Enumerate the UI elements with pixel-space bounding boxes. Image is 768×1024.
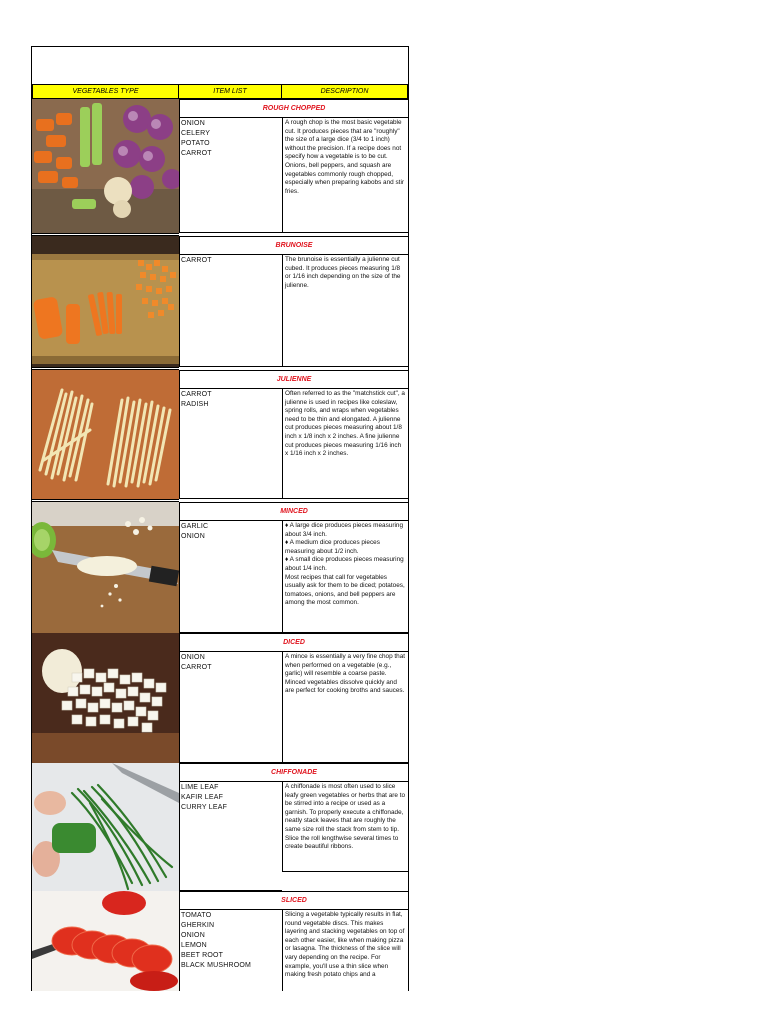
header-vegetables-type: VEGETABLES TYPE [32, 84, 179, 99]
item: CURRY LEAF [181, 804, 228, 811]
category-title: JULIENNE [179, 370, 408, 389]
section-diced [32, 633, 408, 763]
description-cell: A chiffonade is most often used to slice leafy green vegetables or herbs that are to be stirred into a recipe or used as a garnish. To properly execute a chiffonade, neatly stack leaves that are roughly the same size roll the stack from stem to tip. Slice the roll lengthwise several times to create beautiful ribbons. [282, 782, 408, 872]
item: ONION [181, 120, 205, 127]
item: CELERY [181, 130, 211, 137]
item: ONION [181, 932, 205, 939]
brunoise-carrot-photo [32, 236, 179, 367]
category-title: SLICED [179, 891, 408, 910]
section-brunoise [32, 236, 408, 367]
chiffonade-leaves-photo [32, 763, 179, 891]
category-title: CHIFFONADE [179, 763, 408, 782]
item-list-cell [179, 782, 282, 891]
item-list-cell [179, 118, 282, 233]
item: BLACK MUSHROOM [181, 962, 252, 969]
minced-garlic-photo [32, 502, 179, 633]
item: ONION [181, 654, 205, 661]
item: KAFIR LEAF [181, 794, 224, 801]
category-title: ROUGH CHOPPED [179, 99, 408, 118]
table-header-row [32, 84, 408, 99]
section-rough-chopped [32, 99, 408, 233]
section-julienne [32, 370, 408, 499]
description-cell: The brunoise is essentially a julienne cut cubed. It produces pieces measuring 1/8 or 1/16 inch depending on the size of the julienne. [282, 255, 408, 367]
description-cell: Often referred to as the "matchstick cut", a julienne is used in recipes like coleslaw, spring rolls, and wraps when vegetables need to be thin and elongated. A julienne cut produces pieces measuring about 1/8 inch x 1/8 inch x 2 inches. A fine julienne cut produces pieces measuring 1/16 inch x 1/16 inch x 2 inches. [282, 389, 408, 499]
item: RADISH [181, 401, 209, 408]
item: GARLIC [181, 523, 209, 530]
header-description: DESCRIPTION [282, 84, 408, 99]
item: LIME LEAF [181, 784, 219, 791]
rough-chopped-vegetables-photo [32, 99, 179, 233]
description-cell: ♦ A large dice produces pieces measuring about 3/4 inch. ♦ A medium dice produces pieces measuring about 1/2 inch. ♦ A small dice produces pieces measuring about 1/4 inch. Most recipes that call for vegetables usually ask for them to be diced; potatoes, tomatoes, onions, and bell peppers are among the most common. [282, 521, 408, 633]
diced-onion-photo [32, 633, 179, 763]
category-title: MINCED [179, 502, 408, 521]
category-title: DICED [179, 633, 408, 652]
item: CARROT [181, 664, 212, 671]
item: ONION [181, 533, 205, 540]
item-list-cell [179, 389, 282, 499]
description-cell: A mince is essentially a very fine chop that when performed on a vegetable (e.g., garlic) will resemble a coarse paste. Minced vegetables dissolve quickly and are perfect for cooking broths and sauces. [282, 652, 408, 763]
category-title: BRUNOISE [179, 236, 408, 255]
item-list-cell [179, 255, 282, 367]
item-list-cell [179, 521, 282, 633]
item: GHERKIN [181, 922, 215, 929]
sliced-tomato-photo [32, 891, 179, 991]
item: CARROT [181, 257, 212, 264]
description-cell: Slicing a vegetable typically results in flat, round vegetable discs. This makes layering and stacking vegetables on top of each other easier, like when making pizza or lasagna. The thickness of the slice will vary depending on the recipe. For example, you'll use a thin slice when making fresh potato chips and a [282, 910, 408, 991]
item: POTATO [181, 140, 210, 147]
item: CARROT [181, 391, 212, 398]
section-chiffonade [32, 763, 408, 891]
item-list-cell [179, 652, 282, 763]
section-sliced [32, 891, 408, 991]
item: LEMON [181, 942, 207, 949]
description-cell: A rough chop is the most basic vegetable cut. It produces pieces that are "roughly" the size of a large dice (3/4 to 1 inch) without the precision. If a recipe does not specify how a vegetable is to be cut. Onions, bell peppers, and squash are vegetables commonly rough chopped, especially when preparing kabobs and stir fries. [282, 118, 408, 233]
section-minced [32, 502, 408, 633]
julienne-photo [32, 370, 179, 499]
item: BEET ROOT [181, 952, 224, 959]
item: CARROT [181, 150, 212, 157]
vegetable-cuts-table [31, 46, 409, 991]
header-item-list: ITEM LIST [179, 84, 282, 99]
item-list-cell [179, 910, 282, 991]
item: TOMATO [181, 912, 212, 919]
